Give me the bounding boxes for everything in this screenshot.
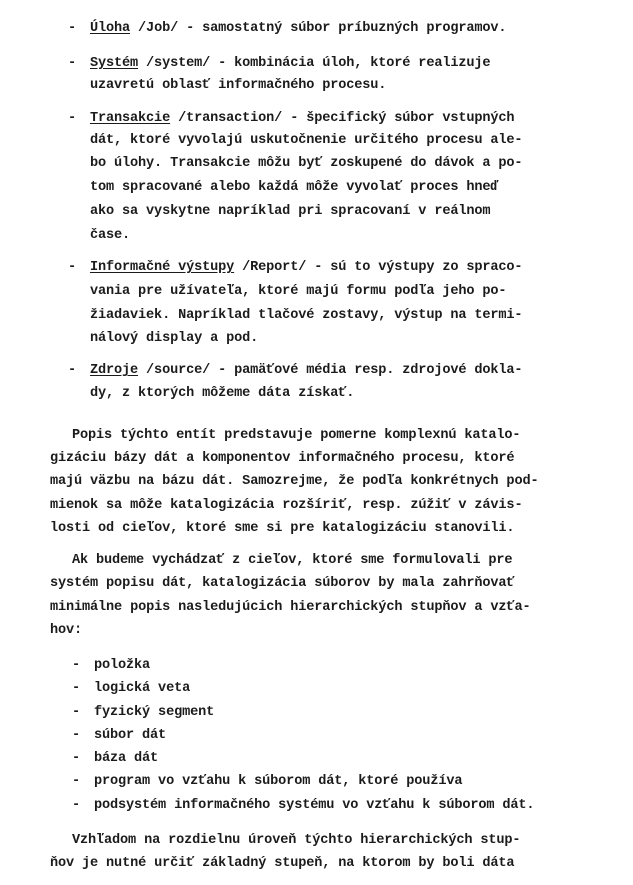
term-system: Systém [90,56,139,71]
definition-text: ako sa vyskytne napríklad pri spracovaní v reálnom [90,204,491,219]
bullet-dash: - [68,260,77,275]
definition-text: /system/ - kombinácia úloh, ktoré realizuje [138,56,491,71]
bullet-dash: - [68,111,77,126]
list-item: - logická veta [72,678,190,700]
definition-text: uzavretú oblasť informačného procesu. [90,78,387,93]
paragraph-line: ňov je nutné určiť základný stupeň, na ktorom by boli dáta [50,856,515,871]
term-informacne-vystupy: Informačné výstupy [90,260,235,275]
definition-text: dát, ktoré vyvolajú uskutočnenie určitého procesu ale- [90,133,523,148]
definition-text: vania pre užívateľa, ktoré majú formu podľa jeho po- [90,284,507,299]
definition-text: čase. [90,228,131,243]
paragraph-line: losti od cieľov, ktoré sme si pre katalogizáciu stanovili. [50,521,515,536]
term-zdroje: Zdroje [90,363,139,378]
paragraph-line: systém popisu dát, katalogizácia súborov by mala zahrňovať [50,576,515,591]
list-item: - položka [72,655,150,677]
paragraph-line: hov: [50,623,83,638]
definition-text: žiadaviek. Napríklad tlačové zostavy, výstup na termi- [90,308,523,323]
bullet-dash: - [68,363,77,378]
term-uloha: Úloha [90,21,131,36]
list-item: - báza dát [72,748,158,770]
definition-text: /transaction/ - špecifický súbor vstupných [170,111,515,126]
definition-zdroje [68,360,522,382]
definition-system [68,53,490,75]
paragraph-line: minimálne popis nasledujúcich hierarchických stupňov a vzťa- [50,600,531,615]
definition-transakcie [68,108,514,130]
bullet-dash: - [72,774,81,789]
bullet-dash: - [72,681,81,696]
definition-text: /Report/ - sú to výstupy zo spraco- [234,260,523,275]
definition-text: /Job/ - samostatný súbor príbuzných programov. [130,21,507,36]
definition-informacne-vystupy [68,257,522,279]
paragraph-line: majú väzbu na bázu dát. Samozrejme, že podľa konkrétnych pod- [50,474,539,489]
list-item: - program vo vzťahu k súborom dát, ktoré používa [72,771,462,793]
list-item: - súbor dát [72,725,166,747]
bullet-dash: - [72,658,81,673]
definition-text: dy, z ktorých môžeme dáta získať. [90,386,355,401]
bullet-dash: - [72,751,81,766]
paragraph-line: gizáciu bázy dát a komponentov informačného procesu, ktoré [50,451,515,466]
bullet-dash: - [72,728,81,743]
definition-uloha [68,18,506,40]
term-transakcie: Transakcie [90,111,171,126]
list-item: - podsystém informačného systému vo vzťahu k súborom dát. [72,795,534,817]
paragraph-line: Vzhľadom na rozdielnu úroveň týchto hierarchických stup- [72,833,521,848]
definition-text: tom spracované alebo každá môže vyvolať proces hneď [90,180,499,195]
paragraph-line: Ak budeme vychádzať z cieľov, ktoré sme formulovali pre [72,553,513,568]
paragraph-line: mienok sa môže katalogizácia rozšíriť, resp. zúžiť v závis- [50,498,523,513]
paragraph-line: Popis týchto entít predstavuje pomerne komplexnú katalo- [72,428,521,443]
definition-text: /source/ - pamäťové média resp. zdrojové dokla- [138,363,523,378]
list-item: - fyzický segment [72,702,214,724]
bullet-dash: - [72,798,81,813]
definition-text: bo úlohy. Transakcie môžu byť zoskupené do dávok a po- [90,156,523,171]
definition-text: nálový display a pod. [90,331,259,346]
bullet-dash: - [68,56,77,71]
bullet-dash: - [72,705,81,720]
bullet-dash: - [68,21,77,36]
